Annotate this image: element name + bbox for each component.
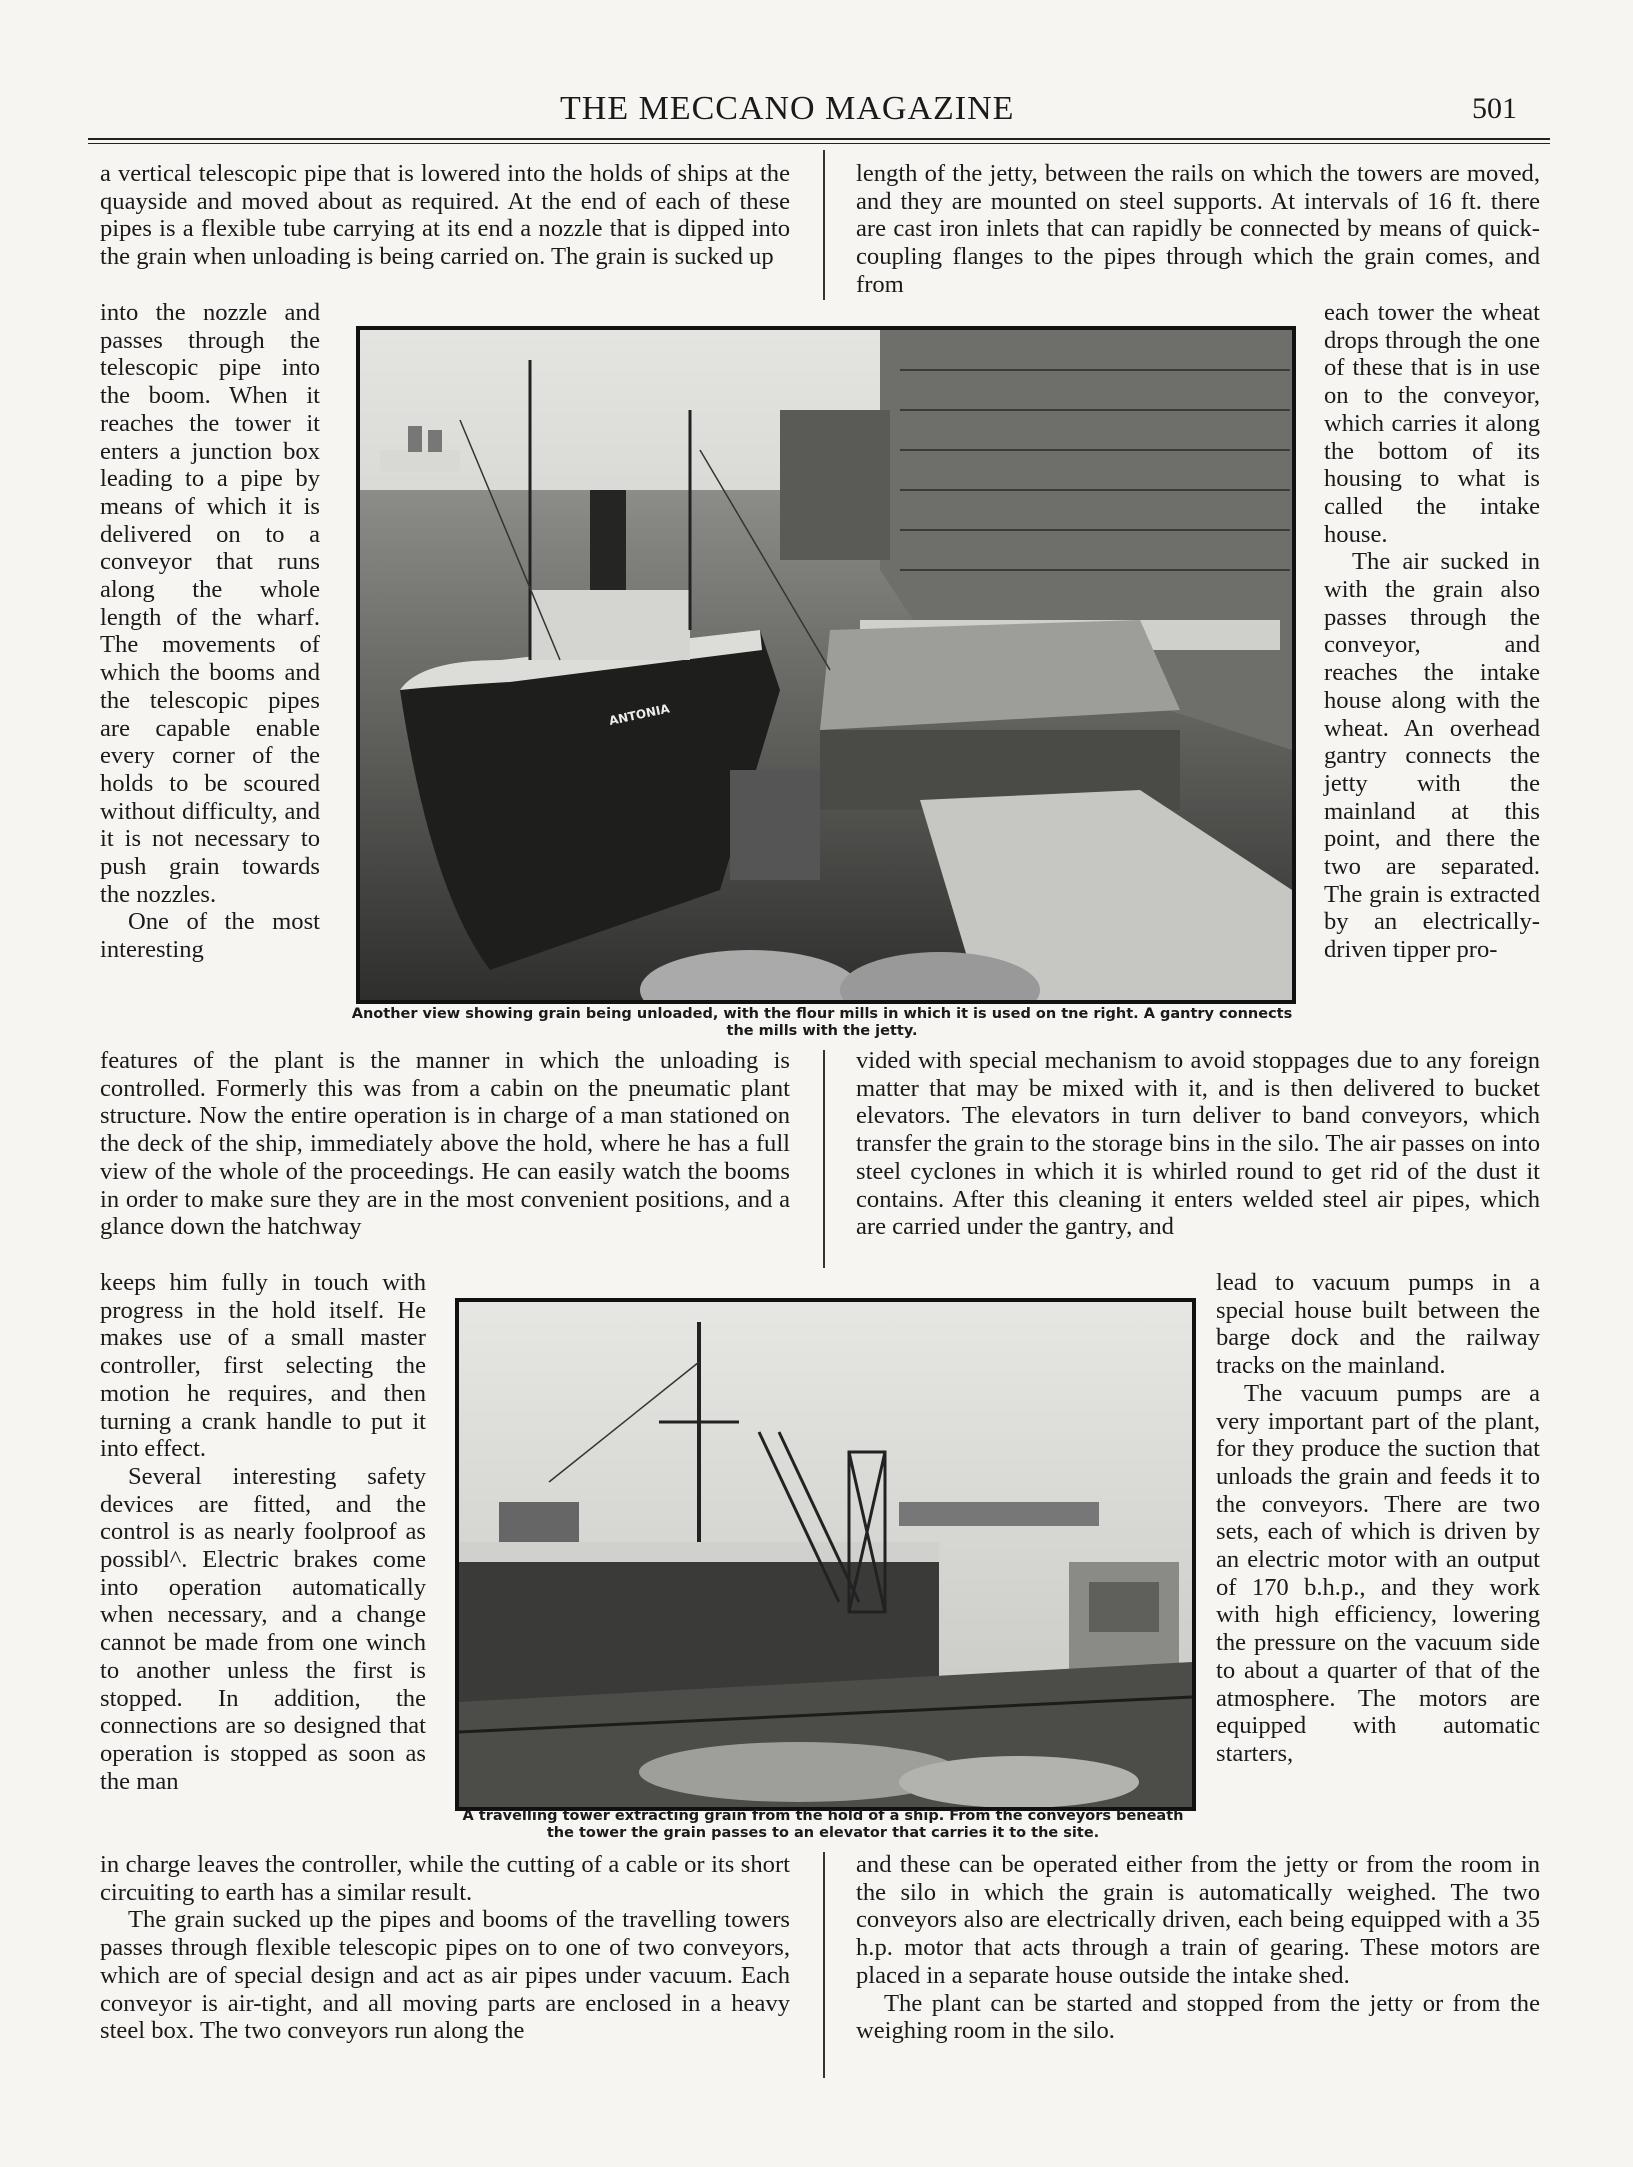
right-column-top-text: length of the jetty, between the rails on which the towers are moved, and they are mounted on steel supports. At intervals of 16 ft. there are cast iron inlets that can rapidly be connected by means of quick-coupling flanges to the pipes through which the grain comes, and from xyxy=(856,160,1540,298)
left-column-narrow-text xyxy=(100,299,320,964)
left-column-top-text: a vertical telescopic pipe that is lowered into the holds of ships at the quayside and moved about as required. At the end of each of these pipes is a flexible tube carrying at its end a nozzle that is dipped into the grain when unloading is being carried on. The grain is sucked up xyxy=(100,160,790,271)
paragraph: Several interesting safety devices are fitted, and the control is as nearly foolproof as possibl^. Electric brakes come into operation automatically when necessary, and a change cannot be made from one winch to another unless the first is stopped. In addition, the connections are so designed that operation is stopped as soon as the man xyxy=(100,1462,426,1795)
right-column-bottom-text xyxy=(856,1851,1540,2045)
column-rule xyxy=(823,150,825,300)
photo-caption-bottom xyxy=(440,1808,1206,1842)
column-rule xyxy=(823,1050,825,1268)
photo-caption-top xyxy=(350,1006,1294,1040)
paragraph: keeps him fully in touch with progress in the hold itself. He makes use of a small master controller, first selecting the motion he requires, and then turning a crank handle to put it into effect. xyxy=(100,1269,426,1463)
paragraph: The grain sucked up the pipes and booms of the travelling towers passes through flexible telescopic pipes on to one of two conveyors, which are of special design and act as air pipes under vacuum. Each conveyor is air-tight, and all moving parts are enclosed in a heavy steel box. The two conveyors run along the xyxy=(100,1906,790,2045)
page-title: THE MECCANO MAGAZINE xyxy=(560,90,1015,127)
svg-text:ANTONIA: ANTONIA xyxy=(607,701,671,728)
left-column-bottom-text xyxy=(100,1851,790,2045)
travelling-tower-illustration xyxy=(459,1302,1192,1807)
photo-ship-unloading xyxy=(356,326,1296,1004)
paragraph: The vacuum pumps are a very important part of the plant, for they produce the suction that unloads the grain and feeds it to the conveyors. There are two sets, each of which is driven by an electric motor with an output of 170 b.h.p., and they work with high efficiency, lowering the pressure on the vacuum side to about a quarter of that of the atmosphere. The motors are equipped with automatic starters, xyxy=(1216,1379,1540,1767)
paragraph: lead to vacuum pumps in a special house built between the barge dock and the railway tracks on the mainland. xyxy=(1216,1269,1540,1380)
left-column-mid-text: features of the plant is the manner in which the unloading is controlled. Formerly this was from a cabin on the pneumatic plant structure. Now the entire operation is in charge of a man stationed on the deck of the ship, immediately above the hold, where he has a full view of the whole of the proceedings. He can easily watch the booms in order to make sure they are in the most convenient positions, and a glance down the hatchway xyxy=(100,1047,790,1241)
column-rule xyxy=(823,1852,825,2078)
left-column-narrow2-text xyxy=(100,1269,426,1795)
paragraph: and these can be operated either from the jetty or from the room in the silo in which the grain is automatically weighed. The two conveyors also are electrically driven, each being equipped with a 35 h.p. motor that acts through a train of gearing. These motors are placed in a separate house outside the intake shed. xyxy=(856,1851,1540,1989)
caption-line: the mills with the jetty. xyxy=(726,1023,918,1039)
paragraph: in charge leaves the controller, while the cutting of a cable or its short circuiting to earth has a similar result. xyxy=(100,1851,790,1906)
right-column-mid-text: vided with special mechanism to avoid stoppages due to any foreign matter that may be mixed with it, and is then delivered to bucket elevators. The elevators in turn deliver to band conveyors, which transfer the grain to the storage bins in the silo. The air passes on into steel cyclones in which it is whirled round to get rid of the dust it contains. After this cleaning it enters welded steel air pipes, which are carried under the gantry, and xyxy=(856,1047,1540,1241)
header-rule-top xyxy=(88,138,1550,140)
page-number: 501 xyxy=(1472,92,1517,125)
caption-line: A travelling tower extracting grain from the hold of a ship. From the conveyors beneath xyxy=(462,1808,1184,1824)
paragraph: The plant can be started and stopped from the jetty or from the weighing room in the silo. xyxy=(856,1989,1540,2045)
ship-unloading-illustration xyxy=(360,330,1292,1000)
paragraph: each tower the wheat drops through the one of these that is in use on to the conveyor, which carries it along the bottom of its housing to what is called the intake house. xyxy=(1324,299,1540,548)
header-rule-bottom xyxy=(88,143,1550,144)
photo-travelling-tower xyxy=(455,1298,1196,1811)
paragraph: One of the most interesting xyxy=(100,908,320,964)
paragraph: into the nozzle and passes through the telescopic pipe into the boom. When it reaches the tower it enters a junction box leading to a pipe by means of which it is delivered on to a conveyor that runs along the whole length of the wharf. The movements of which the booms and the telescopic pipes are capable enable every corner of the holds to be scoured without difficulty, and it is not necessary to push grain towards the nozzles. xyxy=(100,299,320,908)
right-column-narrow2-text xyxy=(1216,1269,1540,1768)
right-column-narrow-text xyxy=(1324,299,1540,964)
caption-line: the tower the grain passes to an elevator that carries it to the site. xyxy=(546,1825,1100,1841)
caption-line: Another view showing grain being unloaded, with the flour mills in which it is used on tne right. A gantry connects xyxy=(351,1006,1293,1022)
paragraph: The air sucked in with the grain also passes through the conveyor, and reaches the intake house along with the wheat. An overhead gantry connects the jetty with the mainland at this point, and there the two are separated. The grain is extracted by an electrically-driven tipper pro- xyxy=(1324,548,1540,964)
